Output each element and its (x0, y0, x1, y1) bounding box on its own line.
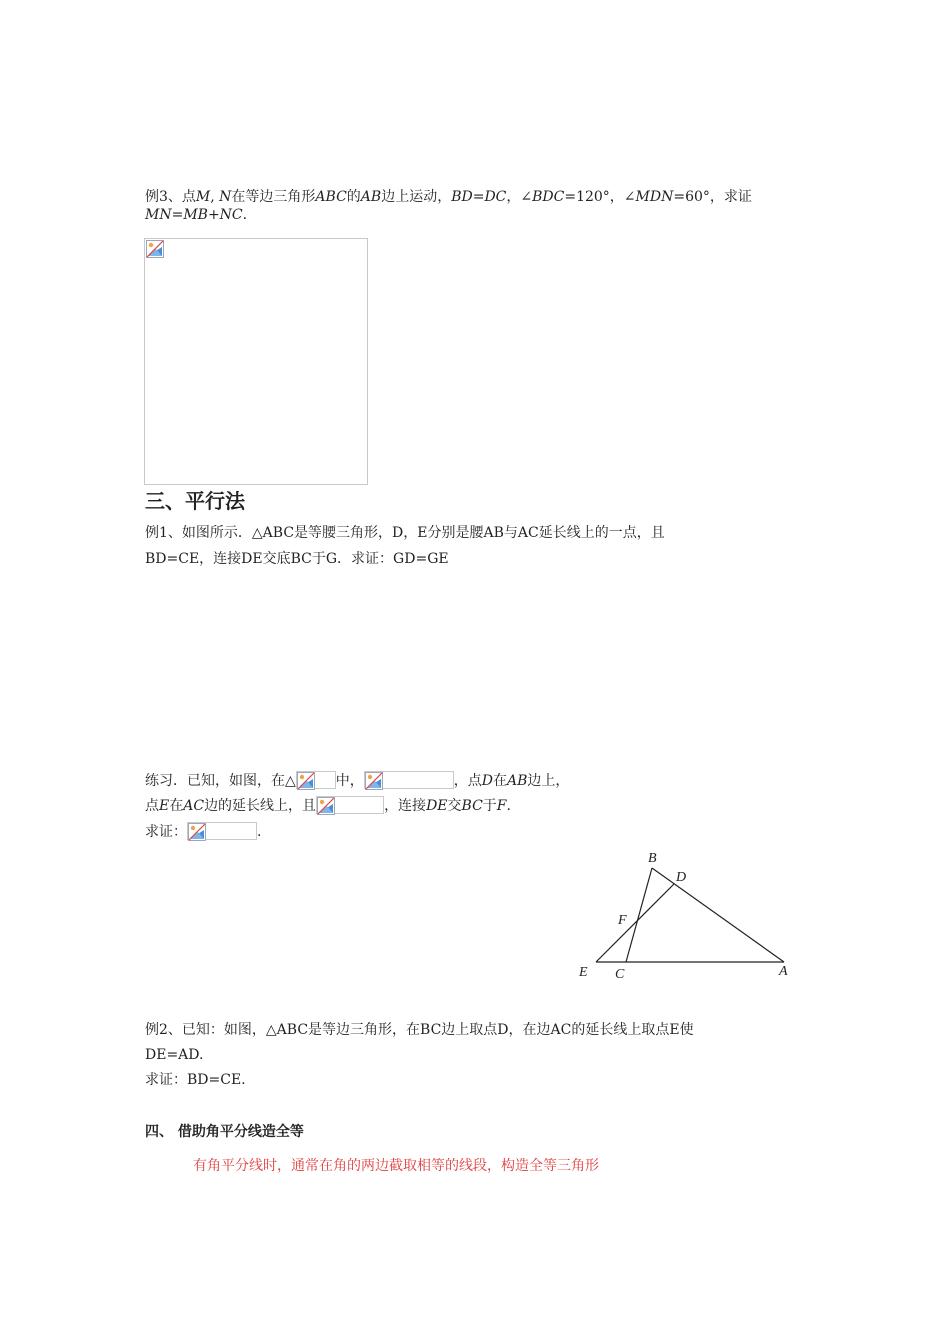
example2-line3: 求证：BD=CE. (145, 1072, 246, 1088)
label-b: B (648, 851, 657, 866)
example3-line1: 例3、点M, N在等边三角形ABC的AB边上运动，BD=DC，∠BDC=120°，∠MDN=60°，求证 (145, 189, 752, 205)
broken-image-icon (188, 823, 206, 841)
segment-bc (626, 868, 652, 962)
example1-line2: BD=CE，连接DE交底BC于G．求证：GD=GE (145, 551, 449, 567)
example2-line2: DE=AD. (145, 1047, 204, 1063)
point-n: N (219, 189, 232, 205)
practice-line3: 求证： . (145, 824, 262, 840)
label-c: C (615, 967, 625, 982)
section4-tip: 有角平分线时，通常在角的两边截取相等的线段，构造全等三角形 (193, 1158, 599, 1174)
point-m: M (195, 189, 211, 205)
example1-line1: 例1、如图所示．△ABC是等腰三角形，D，E分别是腰AB与AC延长线上的一点，且 (145, 525, 665, 541)
broken-image-icon (365, 772, 383, 790)
formula-placeholder (187, 822, 257, 840)
practice-line2: 点E在AC边的延长线上，且 ，连接DE交BC于F. (145, 798, 511, 814)
section3-title: 三、平行法 (145, 489, 245, 513)
label-d: D (676, 870, 687, 885)
example2-line1: 例2、已知：如图，△ABC是等边三角形，在BC边上取点D，在边AC的延长线上取点E使 (145, 1022, 694, 1038)
label-f: F (618, 913, 627, 928)
triangle-figure (570, 848, 800, 983)
example3-line2: MN=MB+NC. (145, 207, 248, 223)
segment-ed (596, 884, 674, 962)
broken-image-icon (146, 240, 164, 258)
formula-placeholder (296, 771, 336, 789)
segment-ba (652, 868, 784, 962)
broken-image-icon (297, 772, 315, 790)
label-e: E (579, 965, 588, 980)
label-a: A (779, 964, 788, 979)
example3-figure-placeholder (144, 238, 368, 485)
section4-title: 四、 借助角平分线造全等 (145, 1124, 304, 1140)
example3-conclusion: MN=MB+NC (145, 207, 243, 223)
broken-image-icon (317, 797, 335, 815)
practice-line1: 练习．已知，如图，在△ 中， ，点D在AB边上， (145, 773, 570, 789)
formula-placeholder (316, 796, 384, 814)
formula-placeholder (364, 771, 454, 789)
